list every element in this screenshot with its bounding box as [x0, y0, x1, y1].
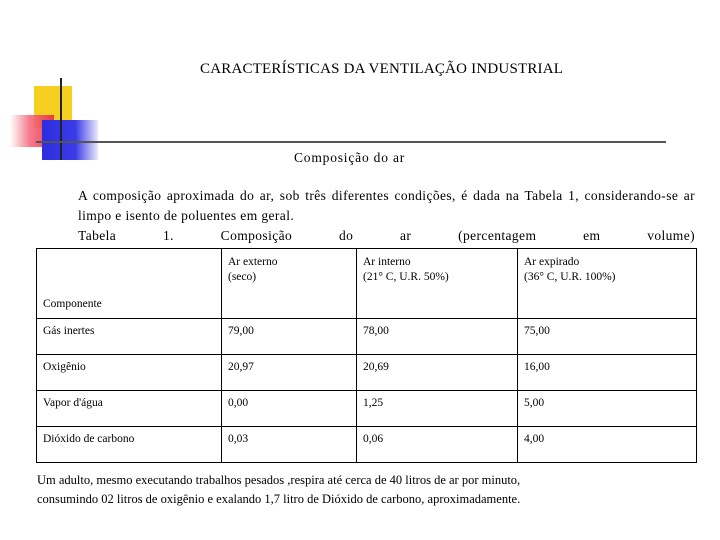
table-cell: Dióxido de carbono: [37, 427, 222, 463]
table-cell: Vapor d'água: [37, 391, 222, 427]
footer-note: [37, 471, 677, 509]
table-cell: Oxigênio: [37, 355, 222, 391]
header-label: Ar interno: [363, 256, 411, 268]
table-caption: Tabela 1. Composição do ar (percentagem em volume): [78, 228, 695, 243]
slide-logo-decoration: [0, 0, 120, 170]
vertical-rule-decoration: [60, 78, 62, 160]
blue-square-decoration: [42, 120, 98, 160]
header-sublabel: (21° C, U.R. 50%): [363, 271, 449, 283]
header-sublabel: (36° C, U.R. 100%): [524, 271, 616, 283]
table-cell: 5,00: [518, 391, 697, 427]
intro-text: A composição aproximada do ar, sob três diferentes condições, é dada na Tabela 1, considerando-se ar limpo e isento de poluentes em geral.: [78, 188, 695, 223]
header-label: Ar externo: [228, 256, 278, 268]
table-row: [37, 427, 697, 463]
table-row: [37, 319, 697, 355]
table-cell: 0,06: [357, 427, 518, 463]
table-cell: 0,00: [222, 391, 357, 427]
table-cell: 20,69: [357, 355, 518, 391]
table-cell: 75,00: [518, 319, 697, 355]
horizontal-rule: [36, 141, 666, 143]
footer-line: Um adulto, mesmo executando trabalhos pesados ,respira até cerca de 40 litros de ar por minuto,: [37, 473, 521, 487]
table-header-row: [37, 249, 697, 319]
header-cell-ar-interno: [357, 249, 518, 319]
header-label: Ar expirado: [524, 256, 580, 268]
header-cell-ar-externo: [222, 249, 357, 319]
composition-table: [36, 248, 697, 463]
header-label: Componente: [43, 298, 102, 310]
table-cell: 1,25: [357, 391, 518, 427]
table-cell: 20,97: [222, 355, 357, 391]
slide-subtitle: Composição do ar: [294, 150, 406, 165]
table-cell: 0,03: [222, 427, 357, 463]
slide-title: CARACTERÍSTICAS DA VENTILAÇÃO INDUSTRIAL: [200, 61, 564, 77]
table-cell: 78,00: [357, 319, 518, 355]
table-row: [37, 355, 697, 391]
header-sublabel: (seco): [228, 271, 257, 283]
footer-line: consumindo 02 litros de oxigênio e exalando 1,7 litro de Dióxido de carbono, aproximadamente.: [37, 492, 521, 506]
table-cell: 16,00: [518, 355, 697, 391]
intro-paragraph: [78, 186, 695, 246]
header-cell-componente: [37, 249, 222, 319]
table-cell: 4,00: [518, 427, 697, 463]
header-cell-ar-expirado: [518, 249, 697, 319]
table-row: [37, 391, 697, 427]
table-cell: Gás inertes: [37, 319, 222, 355]
table-cell: 79,00: [222, 319, 357, 355]
